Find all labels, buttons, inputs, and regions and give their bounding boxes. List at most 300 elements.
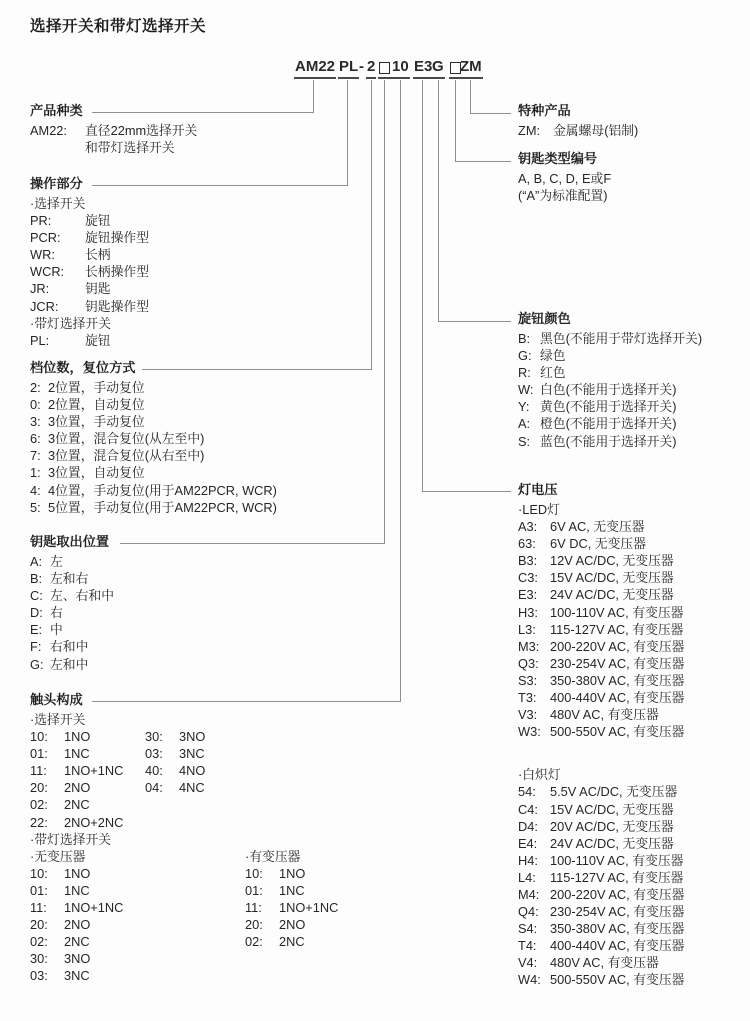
item-desc: 1NO+1NC [279, 900, 339, 916]
item-desc: 1NO+1NC [64, 900, 124, 916]
item-code: G: [30, 656, 44, 672]
item-desc: 480V AC, 有变压器 [550, 707, 659, 723]
item-desc: 1NO [64, 865, 91, 881]
list-item [245, 899, 338, 916]
list-item [245, 865, 338, 882]
list-item [30, 916, 245, 933]
list-item [518, 535, 748, 552]
list-item [30, 396, 350, 413]
item-code: D: [30, 605, 43, 621]
list-item [30, 212, 310, 229]
item-code: C4: [518, 801, 538, 817]
item-code: S3: [518, 672, 538, 688]
item-code: B: [518, 331, 531, 346]
section-lamp-voltage [518, 482, 748, 989]
list-item [30, 570, 310, 587]
item-desc: 旋钮操作型 [85, 230, 149, 246]
item-desc: 5位置，手动复位(用于AM22PCR, WCR) [48, 499, 277, 515]
item-desc: 6V AC, 无变压器 [550, 519, 645, 535]
list-item [518, 347, 748, 364]
item-desc: 4NC [179, 780, 205, 796]
item-code: 54: [518, 784, 536, 800]
item-code: Y: [518, 399, 530, 415]
item-desc: 24V AC/DC, 无变压器 [550, 835, 674, 851]
item-desc: 红色 [540, 365, 566, 381]
item-code: 11: [30, 763, 47, 779]
item-desc: 100-110V AC, 有变压器 [550, 852, 684, 868]
list-item [518, 852, 748, 869]
item-code: 2: [30, 380, 41, 395]
list-item [518, 586, 748, 603]
item-desc: A, B, C, D, E或F [518, 171, 612, 186]
item-desc: 100-110V AC, 有变压器 [550, 604, 684, 620]
part-number-segment [294, 59, 336, 79]
item-code: H3: [518, 604, 538, 620]
part-number-segment-text: E3 [414, 58, 433, 75]
item-desc: 5.5V AC/DC, 无变压器 [550, 784, 678, 800]
contacts-selector-bullet: ·选择开关 [30, 712, 86, 727]
part-number-segment [378, 59, 391, 79]
positions-list [30, 379, 350, 516]
item-code: C: [30, 588, 43, 604]
part-number-segment [338, 59, 359, 79]
lamp-voltage-heading: 灯电压 [518, 482, 558, 497]
item-desc: 350-380V AC, 有变压器 [550, 921, 685, 937]
item-desc: 4NO [179, 763, 206, 779]
item-code: 30: [30, 951, 48, 967]
item-desc: 钥匙操作型 [85, 298, 149, 314]
section-product-type [30, 103, 310, 156]
item-code: 10: [30, 865, 48, 881]
list-item [518, 869, 748, 886]
item-desc: 3NO [179, 729, 206, 745]
item-desc: 长柄操作型 [85, 264, 149, 280]
list-item [30, 728, 145, 745]
key-type-lines [518, 170, 743, 204]
item-desc: 右和中 [50, 639, 89, 655]
list-item [30, 604, 310, 621]
list-item [518, 621, 748, 638]
item-desc: 4位置，手动复位(用于AM22PCR, WCR) [48, 482, 277, 498]
list-item [30, 899, 245, 916]
item-desc: 350-380V AC, 有变压器 [550, 672, 685, 688]
item-desc: 400-440V AC, 有变压器 [550, 938, 685, 954]
list-item [518, 381, 748, 398]
item-code: Q3: [518, 655, 539, 671]
item-desc: 左和中 [50, 656, 89, 672]
item-code: S: [518, 433, 531, 449]
list-item [30, 796, 145, 813]
list-item [518, 706, 748, 723]
item-desc: 1NO+1NC [64, 763, 124, 779]
item-desc: 2NO+2NC [64, 814, 124, 830]
contacts-selector-columns [30, 728, 460, 831]
item-desc: 右 [50, 605, 63, 621]
list-item [145, 762, 205, 779]
item-desc: 230-254V AC, 有变压器 [550, 904, 685, 920]
item-code: 0: [30, 397, 41, 413]
item-desc: 2NO [279, 917, 306, 933]
list-item [518, 398, 748, 415]
special-product-list [518, 122, 743, 139]
list-item [30, 464, 350, 481]
item-desc: 500-550V AC, 有变压器 [550, 724, 685, 740]
list-item [518, 672, 748, 689]
list-item [518, 835, 748, 852]
item-desc: 2NC [64, 934, 90, 950]
list-item [518, 954, 748, 971]
item-code: A3: [518, 519, 538, 535]
contacts-heading: 触头构成 [30, 692, 83, 707]
section-contacts [30, 692, 460, 985]
list-item [30, 229, 310, 246]
item-desc: 15V AC/DC, 无变压器 [550, 801, 674, 817]
list-item [30, 933, 245, 950]
list-item [30, 621, 310, 638]
item-code: W4: [518, 972, 541, 988]
item-desc: 400-440V AC, 有变压器 [550, 690, 685, 706]
item-code: E: [30, 622, 43, 638]
item-code: 03: [30, 968, 48, 984]
item-desc: 左和右 [50, 571, 89, 587]
list-item [30, 967, 245, 984]
item-code: 6: [30, 431, 41, 447]
item-code: V4: [518, 955, 538, 971]
contacts-selector-col2 [145, 728, 205, 796]
item-desc: 长柄 [85, 247, 111, 263]
operator-heading: 操作部分 [30, 176, 83, 191]
knob-color-heading: 旋钮颜色 [518, 311, 571, 326]
item-code: 11: [245, 900, 262, 916]
section-positions [30, 360, 350, 516]
list-item [518, 604, 748, 621]
with-transformer-list [245, 865, 338, 950]
item-desc: 1NC [279, 882, 305, 898]
part-number-segment [459, 59, 483, 79]
item-code: M3: [518, 638, 540, 654]
item-code: A: [30, 554, 43, 569]
item-code: Q4: [518, 904, 539, 920]
item-code: 02: [245, 934, 263, 950]
item-code: H4: [518, 852, 538, 868]
list-item [30, 950, 245, 967]
item-desc: 500-550V AC, 有变压器 [550, 972, 685, 988]
item-code: 20: [245, 917, 263, 933]
item-desc: 24V AC/DC, 无变压器 [550, 587, 674, 603]
list-item [145, 779, 205, 796]
item-desc: 2NO [64, 917, 91, 933]
product-type-list [30, 122, 310, 156]
item-desc: 1NO [64, 729, 91, 745]
part-number-segment-text [379, 62, 390, 74]
item-code: R: [518, 365, 531, 381]
list-item [518, 903, 748, 920]
item-desc: 绿色 [540, 348, 566, 364]
item-code: L3: [518, 621, 536, 637]
item-code: PR: [30, 213, 52, 229]
list-item [30, 430, 350, 447]
list-item [145, 745, 205, 762]
item-code: 7: [30, 448, 41, 464]
item-code: B: [30, 571, 43, 587]
item-code: 01: [30, 882, 48, 898]
item-code: 63: [518, 536, 536, 552]
contacts-transformer-columns [30, 848, 460, 985]
contacts-selector-col1 [30, 728, 145, 831]
item-code: E4: [518, 835, 538, 851]
part-number-segment [358, 59, 365, 77]
item-desc: 1NC [64, 746, 90, 762]
item-code: WR: [30, 247, 55, 263]
item-desc: (“A”为标准配置) [518, 188, 608, 204]
item-desc: 左、右和中 [50, 588, 114, 604]
item-code: 01: [245, 882, 263, 898]
contacts-illuminated-bullet: ·带灯选择开关 [30, 831, 112, 847]
key-type-heading: 钥匙类型编号 [518, 151, 598, 166]
list-item [30, 814, 145, 831]
item-code: A: [518, 416, 531, 432]
list-item [518, 187, 743, 204]
list-item [518, 920, 748, 937]
list-item [518, 689, 748, 706]
key-removal-list [30, 553, 310, 673]
item-desc: 2NC [64, 797, 90, 813]
part-number-segment-text: 10 [392, 58, 409, 75]
knob-color-list [518, 330, 748, 450]
part-number-segment-text: G [432, 58, 444, 75]
list-item [518, 330, 748, 347]
item-desc: 200-220V AC, 有变压器 [550, 638, 685, 654]
item-code: 11: [30, 900, 47, 916]
list-item [30, 298, 310, 315]
list-item [30, 762, 145, 779]
list-item [30, 553, 310, 570]
incandescent-header: ·白炽灯 [518, 767, 561, 783]
item-code: 02: [30, 797, 48, 813]
list-item [518, 783, 748, 800]
item-code: W3: [518, 724, 541, 740]
item-code: S4: [518, 921, 538, 937]
positions-heading: 档位数，复位方式 [30, 360, 136, 375]
item-code: 02: [30, 934, 48, 950]
item-desc: 旋钮 [85, 332, 111, 348]
item-code: AM22: [30, 123, 67, 138]
item-desc: 115-127V AC, 有变压器 [550, 621, 684, 637]
item-desc: 3NC [179, 746, 205, 762]
section-special-product [518, 103, 743, 139]
item-code: 01: [30, 746, 48, 762]
item-code: 10: [245, 865, 263, 881]
led-list [518, 518, 748, 740]
led-header: ·LED灯 [518, 502, 560, 517]
list-item [30, 332, 310, 349]
item-code: 20: [30, 917, 48, 933]
list-item [30, 447, 350, 464]
list-item [30, 246, 310, 263]
list-item [518, 518, 748, 535]
item-desc: 12V AC/DC, 无变压器 [550, 553, 674, 569]
part-number-segment-text: ZM [460, 58, 482, 75]
section-key-type [518, 151, 743, 204]
incandescent-list [518, 783, 748, 988]
item-desc: 旋钮 [85, 213, 111, 229]
item-desc: 白色(不能用于选择开关) [540, 382, 677, 398]
list-item [30, 379, 350, 396]
item-desc: 金属螺母(铝制) [553, 123, 639, 138]
item-code: 10: [30, 729, 48, 745]
list-item [518, 122, 743, 139]
section-knob-color [518, 311, 748, 450]
list-item [518, 937, 748, 954]
part-number-segment [391, 59, 410, 79]
item-code: 04: [145, 780, 163, 796]
item-desc: 3位置，混合复位(从左至中) [48, 431, 205, 447]
item-code: WCR: [30, 264, 65, 280]
item-desc: 黄色(不能用于选择开关) [540, 399, 677, 415]
list-item [30, 745, 145, 762]
product-type-heading: 产品种类 [30, 103, 83, 118]
list-item [518, 433, 748, 450]
item-desc: 2NC [279, 934, 305, 950]
item-code: T3: [518, 690, 537, 706]
item-code: ZM: [518, 123, 541, 138]
list-item [518, 364, 748, 381]
list-item [518, 415, 748, 432]
item-code: E3: [518, 587, 538, 603]
item-code: B3: [518, 553, 538, 569]
item-code: 40: [145, 763, 163, 779]
item-code: G: [518, 348, 532, 364]
list-item [30, 656, 310, 673]
part-number-segment-text: 2 [367, 58, 376, 75]
item-code: 20: [30, 780, 48, 796]
item-desc: 中 [50, 622, 63, 638]
item-desc: 230-254V AC, 有变压器 [550, 655, 685, 671]
item-desc: 3位置，混合复位(从右至中) [48, 448, 205, 464]
list-item [518, 818, 748, 835]
item-code: 5: [30, 499, 41, 515]
list-item [518, 638, 748, 655]
no-transformer-header: ·无变压器 [30, 848, 86, 864]
list-item [30, 195, 310, 212]
item-desc: 2位置，手动复位 [48, 380, 145, 395]
list-item [30, 865, 245, 882]
item-code: PCR: [30, 230, 61, 246]
list-item [30, 499, 350, 516]
item-code: W: [518, 382, 534, 398]
item-code: F: [30, 639, 42, 655]
item-desc: 2NO [64, 780, 91, 796]
connector-e3-to-lamp-voltage [422, 80, 511, 492]
item-code: L4: [518, 869, 536, 885]
list-item [30, 638, 310, 655]
list-item [30, 882, 245, 899]
item-desc: 3NO [64, 951, 91, 967]
item-desc: 蓝色(不能用于选择开关) [540, 433, 677, 449]
item-code: M4: [518, 886, 540, 902]
item-code: V3: [518, 707, 538, 723]
list-item [245, 916, 338, 933]
list-item [30, 482, 350, 499]
list-item [145, 728, 205, 745]
page-title: 选择开关和带灯选择开关 [30, 18, 207, 35]
part-number-segment-text: - [359, 58, 364, 75]
item-desc: 2位置，自动复位 [48, 397, 145, 413]
list-item [30, 413, 350, 430]
item-code: JR: [30, 281, 50, 297]
item-desc: 3位置，手动复位 [48, 414, 145, 430]
list-item [30, 779, 145, 796]
item-desc: 钥匙 [85, 281, 111, 297]
item-desc: 15V AC/DC, 无变压器 [550, 570, 674, 586]
list-item [30, 280, 310, 297]
item-desc: 6V DC, 无变压器 [550, 536, 646, 552]
list-item [518, 886, 748, 903]
item-desc: 左 [50, 554, 63, 569]
part-number-segment [431, 59, 445, 79]
list-item [30, 122, 310, 139]
item-code: 3: [30, 414, 41, 430]
item-desc: 1NC [64, 882, 90, 898]
item-desc: 115-127V AC, 有变压器 [550, 869, 684, 885]
with-transformer-header: ·有变压器 [245, 848, 301, 864]
list-item [30, 263, 310, 280]
list-item [30, 587, 310, 604]
item-desc: 直径22mm选择开关 [85, 123, 198, 138]
item-desc: 20V AC/DC, 无变压器 [550, 818, 674, 834]
list-item [518, 723, 748, 740]
list-item [518, 170, 743, 187]
part-number-segment-text: AM22 [295, 58, 336, 75]
item-code: ·选择开关 [30, 196, 86, 211]
item-code: T4: [518, 938, 537, 954]
item-code: D4: [518, 818, 538, 834]
list-item [245, 933, 338, 950]
key-removal-heading: 钥匙取出位置 [30, 534, 110, 549]
list-item [30, 315, 310, 332]
item-code: 1: [30, 465, 41, 481]
operator-list [30, 195, 310, 349]
item-code: 4: [30, 482, 41, 498]
item-desc: 橙色(不能用于选择开关) [540, 416, 677, 432]
list-item [30, 139, 310, 156]
item-code: 30: [145, 729, 163, 745]
item-desc: 200-220V AC, 有变压器 [550, 886, 685, 902]
item-code: ·带灯选择开关 [30, 315, 112, 331]
item-desc: 3位置，自动复位 [48, 465, 145, 481]
contacts-with-transformer-group [245, 848, 338, 951]
section-operator [30, 176, 310, 349]
list-item [245, 882, 338, 899]
list-item [518, 655, 748, 672]
item-code: JCR: [30, 298, 59, 314]
item-code: C3: [518, 570, 538, 586]
item-code: 22: [30, 814, 48, 830]
item-desc: 480V AC, 有变压器 [550, 955, 659, 971]
item-desc: 黑色(不能用于带灯选择开关) [540, 331, 703, 346]
item-desc: 1NO [279, 865, 306, 881]
list-item [518, 552, 748, 569]
special-product-heading: 特种产品 [518, 103, 571, 118]
no-transformer-list [30, 865, 245, 985]
item-code: 03: [145, 746, 163, 762]
item-code: PL: [30, 332, 50, 348]
section-key-removal [30, 534, 310, 673]
list-item [518, 801, 748, 818]
item-desc: 和带灯选择开关 [85, 140, 175, 156]
item-desc: 3NC [64, 968, 90, 984]
list-item [518, 971, 748, 988]
